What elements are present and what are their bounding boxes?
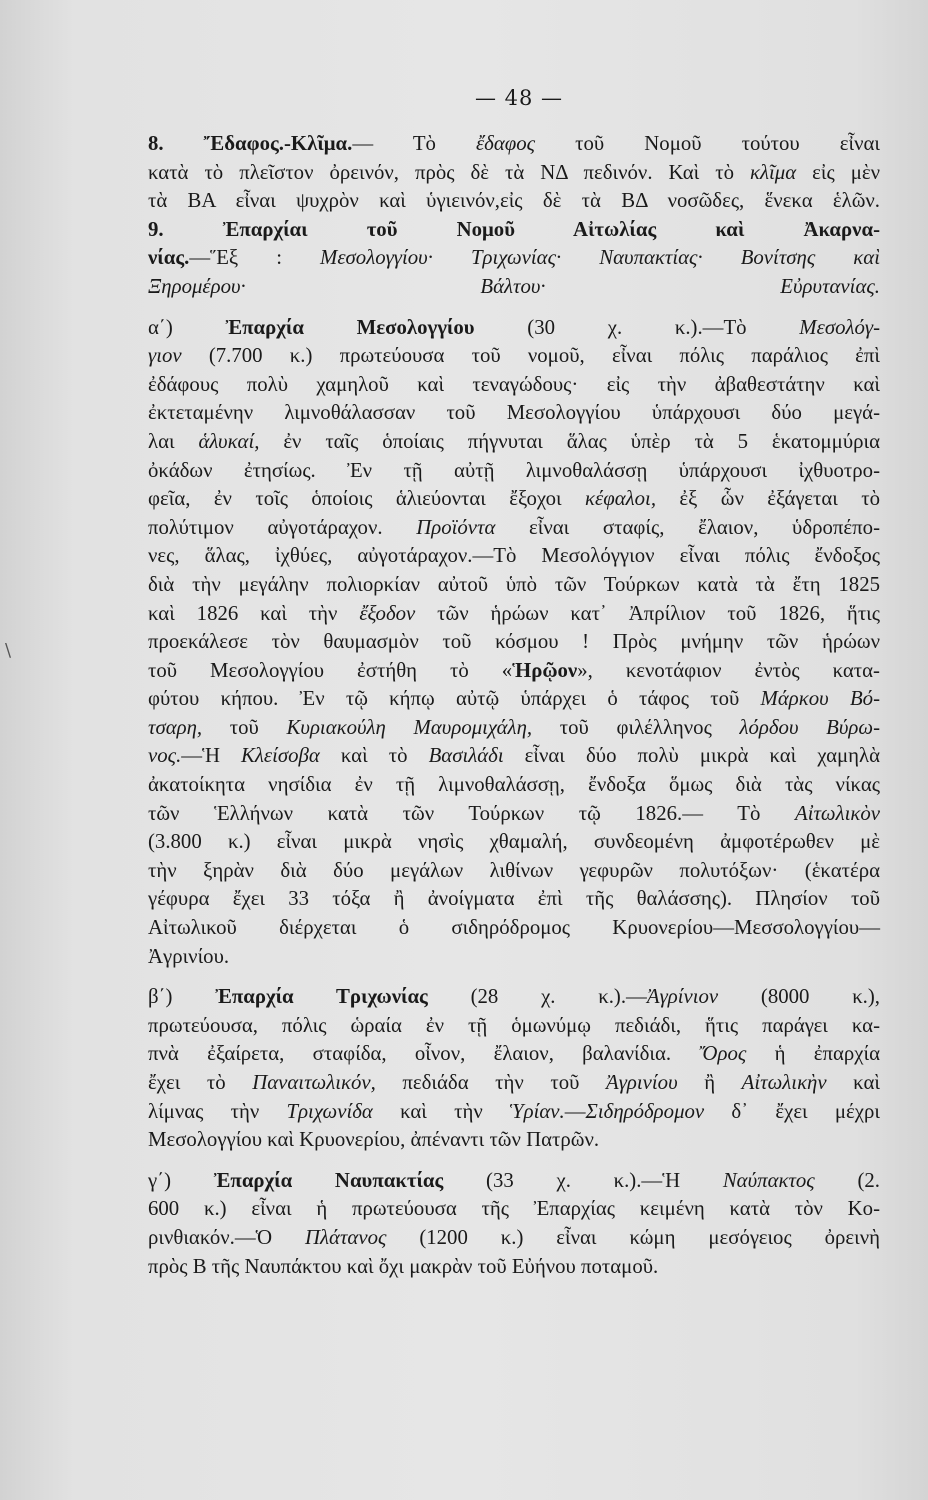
text-segment: ἡ ἐπαρχία (746, 1042, 880, 1066)
text-segment: (7.700 κ.) πρωτεύουσα τοῦ νομοῦ, εἶναι πόλις παράλιος ἐπὶ (181, 344, 880, 368)
text-line (148, 542, 880, 571)
text-segment: Αἰτωλικοῦ διέρχεται ὁ σιδηρόδρομος Κρυονερίου—Μεσσολογγίου— (148, 916, 880, 940)
text-segment: 9. (148, 217, 223, 241)
text-segment: φύτου κήπου. Ἐν τῷ κήπῳ αὐτῷ ὑπάρχει ὁ τάφος τοῦ (148, 687, 761, 711)
text-line (148, 187, 880, 216)
text-segment: ἔξοδον (359, 601, 416, 625)
text-segment: τῶν ἡρώων κατ᾿ Ἀπρίλιον τοῦ 1826, ἥτις (415, 601, 881, 625)
text-segment: Μάρκου Βό- (760, 687, 880, 711)
text-segment: 600 κ.) εἶναι ἡ πρωτεύουσα τῆς Ἐπαρχίας κειμένη κατὰ τὸν Κο- (148, 1197, 880, 1221)
text-segment: α΄) (148, 315, 226, 339)
text-line (148, 943, 880, 972)
text-line (148, 828, 880, 857)
text-line (148, 314, 880, 343)
text-segment: δ᾿ ἔχει μέχρι (704, 1099, 880, 1123)
text-segment: εἰς μὲν (796, 160, 880, 184)
text-segment: Ἀγρίνιον (646, 985, 719, 1009)
text-line (148, 216, 880, 245)
text-segment: Ἐπαρχίαι τοῦ Νομοῦ Αἰτωλίας καὶ Ἀκαρνα- (222, 217, 880, 241)
paragraph-gap (148, 302, 880, 314)
text-segment: κλῖμα (750, 160, 797, 184)
text-segment: καὶ τὴν (372, 1099, 510, 1123)
text-line (148, 244, 880, 273)
text-segment: ἐν ταῖς ὁποίαις πήγνυται ἅλας ὑπὲρ τὰ 5 ἑκατομμύρια (259, 429, 880, 453)
text-segment: Ἐπαρχία Ναυπακτίας (213, 1168, 444, 1192)
text-line (148, 1167, 880, 1196)
text-segment: διὰ τὴν μεγάλην πολιορκίαν αὐτοῦ ὑπὸ τῶν Τούρκων κατὰ τὰ ἔτη 1825 (148, 572, 880, 596)
paragraph-gap (148, 1155, 880, 1167)
text-line (148, 914, 880, 943)
text-segment: λαι (148, 429, 199, 453)
text-segment: τῶν Ἑλλήνων κατὰ τῶν Τούρκων τῷ 1826.— Τὸ (148, 801, 795, 825)
text-segment: Κλείσοβα (241, 744, 320, 768)
text-line (148, 514, 880, 543)
text-line (148, 1012, 880, 1041)
text-segment: Ἀγρινίου (606, 1071, 678, 1094)
text-segment: Ἐπαρχία Μεσολογγίου (225, 315, 475, 339)
text-segment: τοῦ φιλέλληνος (532, 715, 740, 739)
text-line (148, 1126, 880, 1155)
text-segment: Μεσολογγίου καὶ Κρυονερίου, ἀπέναντι τῶν Πατρῶν. (148, 1128, 600, 1152)
text-line (148, 1098, 880, 1127)
text-line (148, 273, 880, 302)
text-line (148, 983, 880, 1012)
text-segment: τσαρη, (148, 715, 203, 739)
text-segment: (1200 κ.) εἶναι κώμη μεσόγειος ὀρεινὴ (386, 1225, 880, 1249)
text-line (148, 428, 880, 457)
text-segment: γιον (148, 344, 182, 368)
text-line (148, 771, 880, 800)
text-line (148, 571, 880, 600)
text-line (148, 685, 880, 714)
text-segment: Μεσολογγίου· Τριχωνίας· Ναυπακτίας· Βονίτσης καὶ (320, 246, 880, 270)
text-segment: Ἔδαφος.-Κλῖμα. (203, 132, 353, 155)
text-line (148, 1195, 880, 1224)
text-segment: ἐκτεταμένην λιμνοθάλασσαν τοῦ Μεσολογγίου ὑπάρχουσι δύο μεγά- (148, 401, 880, 425)
text-segment: ὀκάδων ἐτησίως. Ἐν τῇ αὐτῇ λιμνοθαλάσσῃ ὑπάρχουσι ἰχθυοτρο- (148, 458, 880, 482)
text-segment: εἶναι δύο πολὺ μικρὰ καὶ χαμηλὰ (503, 744, 880, 768)
text-segment: τὰ ΒΑ εἶναι ψυχρὸν καὶ ὑγιεινόν,εἰς δὲ τὰ ΒΔ νοσῶδες, ἕνεκα ἑλῶν. (148, 189, 880, 213)
text-segment: τοῦ (202, 715, 287, 739)
text-segment: φεῖα, ἐν τοῖς ὁποίοις ἁλιεύονται ἔξοχοι (148, 487, 586, 511)
text-segment: (33 χ. κ.).—Ἡ (443, 1168, 723, 1192)
text-line (148, 1224, 880, 1253)
text-segment: Αἰτωλικὸν (794, 801, 880, 825)
text-segment: β΄) (148, 985, 216, 1009)
text-segment: ἀκατοίκητα νησίδια ἐν τῇ λιμνοθαλάσσῃ, ἔνδοξα ὅμως διὰ τὰς νίκας (148, 773, 880, 797)
text-line (148, 600, 880, 629)
text-segment: —Ἕξ : (189, 246, 321, 270)
text-segment: Αἰτωλικὴν (741, 1071, 827, 1094)
text-line (148, 1040, 880, 1069)
text-line (148, 742, 880, 771)
text-segment: κατὰ τὸ πλεῖστον ὀρεινόν, πρὸς δὲ τὰ ΝΔ πεδινόν. Καὶ τὸ (148, 160, 751, 184)
text-segment: — (564, 1099, 586, 1123)
text-segment: —Ἡ (181, 744, 242, 768)
text-segment: Παναιτωλικόν, (252, 1071, 376, 1094)
text-segment: », κενοτάφιον ἐντὸς κατα- (577, 658, 880, 682)
text-segment: πνὰ ἐξαίρετα, σταφίδα, οἶνον, ἔλαιον, βαλανίδια. (148, 1042, 700, 1066)
text-line (148, 159, 880, 188)
text-segment: Ναύπακτος (722, 1168, 815, 1192)
text-segment: Ὑρίαν. (510, 1099, 565, 1123)
text-line (148, 342, 880, 371)
text-line (148, 714, 880, 743)
text-segment: ἐδάφους πολὺ χαμηλοῦ καὶ τεναγώδους· εἰς τὴν ἀβαθεστάτην καὶ (148, 372, 880, 396)
page-number: — 48 — (474, 86, 564, 110)
text-segment: Σιδηρόδρομον (585, 1099, 705, 1123)
text-segment: καὶ (826, 1071, 880, 1094)
text-segment: νος. (148, 744, 182, 768)
text-line (148, 1069, 880, 1098)
text-segment: εἶναι σταφίς, ἔλαιον, ὑδροπέπο- (495, 515, 880, 539)
text-segment: (8000 κ.), (718, 985, 880, 1009)
text-segment: κέφαλοι, (585, 487, 657, 511)
text-segment: πεδιάδα τὴν τοῦ (375, 1071, 607, 1094)
text-segment: Κυριακούλη Μαυρομιχάλη, (286, 715, 533, 739)
text-segment: πρὸς Β τῆς Ναυπάκτου καὶ ὄχι μακρὰν τοῦ Εὐήνου ποταμοῦ. (148, 1254, 659, 1278)
text-segment: Βασιλάδι (428, 744, 504, 768)
text-segment: ρινθιακόν.—Ὁ (148, 1225, 306, 1249)
text-segment: ἁλυκαί, (198, 429, 260, 453)
text-segment: Πλάτανος (305, 1225, 387, 1249)
text-segment: Ἀγρινίου. (148, 944, 230, 968)
text-segment: (2. (814, 1168, 880, 1192)
text-segment: ἔδαφος (475, 132, 536, 155)
text-segment: πολύτιμον αὐγοτάραχον. (148, 515, 417, 539)
text-segment: ἢ (677, 1071, 742, 1094)
text-line (148, 399, 880, 428)
text-segment: νες, ἅλας, ἰχθύες, αὐγοτάραχον.—Τὸ Μεσολόγγιον εἶναι πόλις ἔνδοξος (148, 544, 880, 568)
text-line (148, 371, 880, 400)
text-segment: (3.800 κ.) εἶναι μικρὰ νησὶς χθαμαλή, συνδεομένη ἀμφοτέρωθεν μὲ (148, 830, 880, 854)
text-segment: καὶ τὸ (319, 744, 429, 768)
text-segment: — Τὸ (352, 132, 476, 155)
text-segment: τοῦ Νομοῦ τούτου εἶναι (535, 132, 880, 155)
text-line (148, 800, 880, 829)
text-line (148, 628, 880, 657)
text-line (148, 857, 880, 886)
text-segment: Ὄρος (699, 1042, 747, 1066)
text-line (148, 1253, 880, 1282)
text-segment: Ἐπαρχία Τριχωνίας (215, 985, 428, 1009)
text-segment: Ἡρῷον (512, 658, 578, 682)
text-segment: Προϊόντα (416, 515, 496, 539)
text-segment: γέφυρα ἔχει 33 τόξα ἢ ἀνοίγματα ἐπὶ τῆς θαλάσσης). Πλησίον τοῦ (148, 887, 880, 911)
text-segment: λόρδου Βύρω- (739, 715, 880, 739)
margin-mark: \ (5, 640, 12, 661)
paragraph-gap (148, 971, 880, 983)
text-line (148, 130, 880, 159)
text-line (148, 885, 880, 914)
text-segment: νίας. (148, 246, 190, 270)
text-segment: τὴν ξηρὰν διὰ δύο μεγάλων λιθίνων γεφυρῶν πολυτόξων· (ἑκατέρα (148, 858, 880, 882)
text-segment: πρωτεύουσα, πόλις ὡραία ἐν τῇ ὁμωνύμῳ πεδιάδι, ἥτις παράγει κα- (148, 1013, 880, 1037)
text-segment: Ξηρομέρου· Βάλτου· Εὐρυτανίας. (148, 274, 880, 298)
text-segment: (28 χ. κ.).— (427, 985, 647, 1009)
text-segment: γ΄) (148, 1168, 214, 1192)
text-segment: τοῦ Μεσολογγίου ἐστήθη τὸ « (148, 658, 513, 682)
text-segment: ἐξ ὧν ἐξάγεται τὸ (656, 487, 880, 511)
text-segment: λίμνας τὴν (148, 1099, 287, 1123)
text-segment: καὶ 1826 καὶ τὴν (148, 601, 360, 625)
text-line (148, 657, 880, 686)
body-text (148, 130, 880, 1281)
text-segment: (30 χ. κ.).—Τὸ (474, 315, 800, 339)
text-line (148, 485, 880, 514)
text-segment: ἔχει τὸ (148, 1071, 253, 1094)
text-line (148, 457, 880, 486)
text-segment: 8. (148, 132, 204, 155)
text-segment: προεκάλεσε τὸν θαυμασμὸν τοῦ κόσμου ! Πρὸς μνήμην τῶν ἡρώων (148, 630, 880, 654)
text-segment: Μεσολόγ- (799, 315, 880, 339)
text-segment: Τριχωνίδα (286, 1099, 373, 1123)
